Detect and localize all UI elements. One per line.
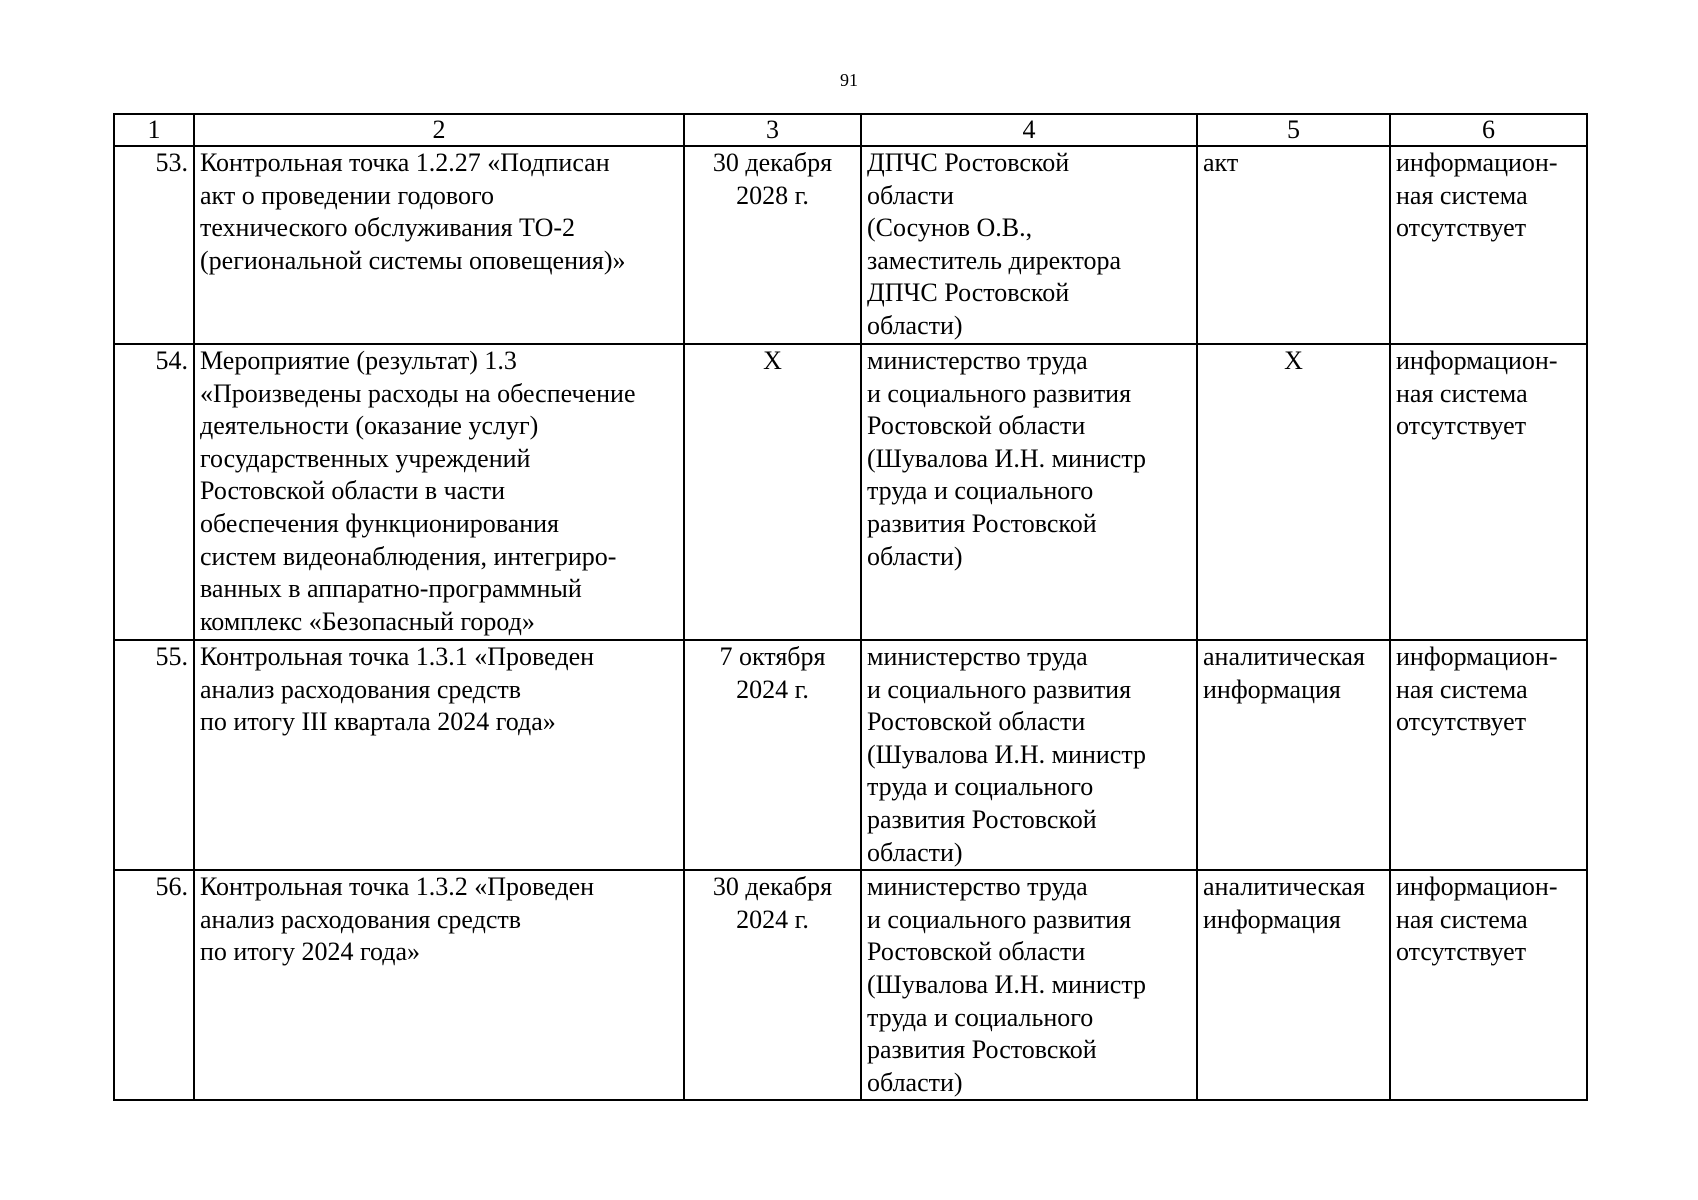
row-doc-type: X	[1197, 344, 1390, 640]
row-name: Контрольная точка 1.3.2 «Проведен анализ расходования средств по итогу 2024 года»	[194, 870, 684, 1100]
page-number: 91	[840, 70, 858, 90]
row-number: 55.	[114, 640, 194, 870]
row-name: Контрольная точка 1.2.27 «Подписан акт о проведении годового технического обслуживания ТО-2 (региональной системы оповещения)»	[194, 146, 684, 344]
table-row	[114, 344, 1587, 640]
row-info-system: информацион- ная система отсутствует	[1390, 640, 1587, 870]
column-header: 2	[194, 114, 684, 146]
row-number: 53.	[114, 146, 194, 344]
row-number: 54.	[114, 344, 194, 640]
row-responsible: министерство труда и социального развития Ростовской области (Шувалова И.Н. министр труда и социального развития Ростовской области)	[861, 640, 1197, 870]
column-header: 6	[1390, 114, 1587, 146]
row-doc-type: акт	[1197, 146, 1390, 344]
document-table	[113, 113, 1588, 1101]
row-responsible: министерство труда и социального развития Ростовской области (Шувалова И.Н. министр труда и социального развития Ростовской области)	[861, 870, 1197, 1100]
row-responsible: министерство труда и социального развития Ростовской области (Шувалова И.Н. министр труда и социального развития Ростовской области)	[861, 344, 1197, 640]
column-header: 5	[1197, 114, 1390, 146]
table-header-row	[114, 114, 1587, 146]
row-doc-type: аналитическая информация	[1197, 640, 1390, 870]
row-date: X	[684, 344, 861, 640]
table-row	[114, 870, 1587, 1100]
row-responsible: ДПЧС Ростовской области (Сосунов О.В., заместитель директора ДПЧС Ростовской области)	[861, 146, 1197, 344]
table-row	[114, 146, 1587, 344]
row-info-system: информацион- ная система отсутствует	[1390, 870, 1587, 1100]
column-header: 4	[861, 114, 1197, 146]
column-header: 3	[684, 114, 861, 146]
row-name: Контрольная точка 1.3.1 «Проведен анализ расходования средств по итогу III квартала 2024 года»	[194, 640, 684, 870]
row-info-system: информацион- ная система отсутствует	[1390, 146, 1587, 344]
row-date: 7 октября 2024 г.	[684, 640, 861, 870]
row-number: 56.	[114, 870, 194, 1100]
row-doc-type: аналитическая информация	[1197, 870, 1390, 1100]
table-row	[114, 640, 1587, 870]
column-header: 1	[114, 114, 194, 146]
row-name: Мероприятие (результат) 1.3 «Произведены расходы на обеспечение деятельности (оказание услуг) государственных учреждений Ростовской области в части обеспечения функционирования систем видеонаблюдения, интегриро- ванных в аппаратно-программный комплекс «Безопасный город»	[194, 344, 684, 640]
row-info-system: информацион- ная система отсутствует	[1390, 344, 1587, 640]
row-date: 30 декабря 2024 г.	[684, 870, 861, 1100]
row-date: 30 декабря 2028 г.	[684, 146, 861, 344]
